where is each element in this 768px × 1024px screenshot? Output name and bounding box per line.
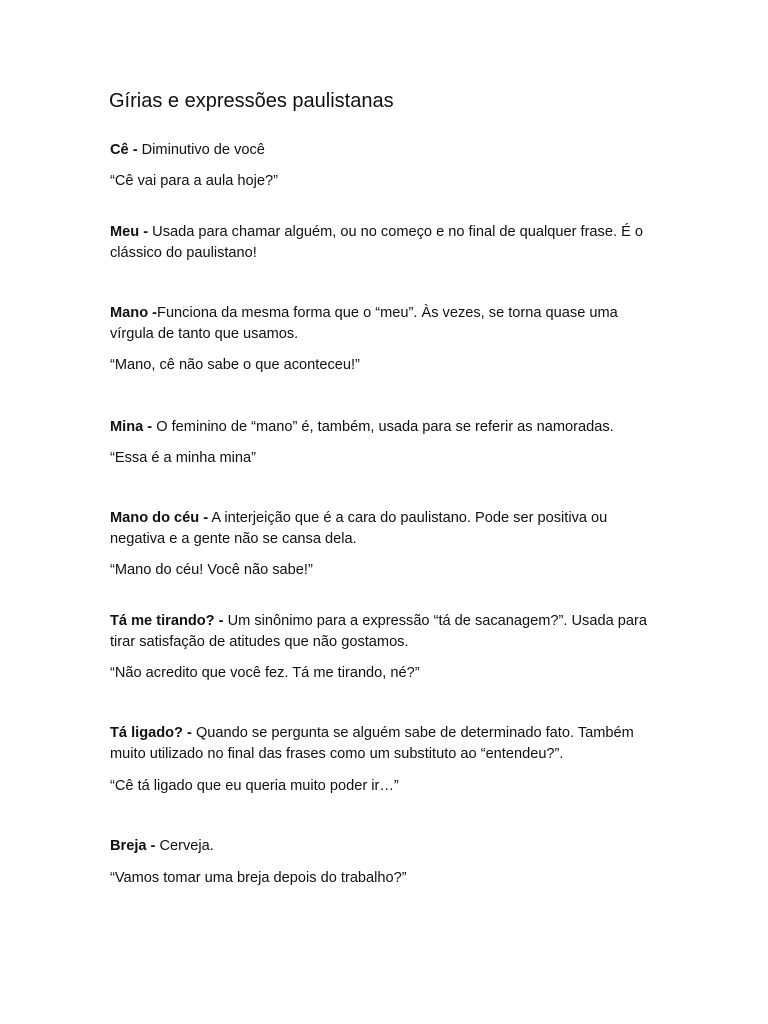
entry-definition: Um sinônimo para a expressão “tá de sacanagem?”. Usada para tirar satisfação de atitudes que não gostamos. xyxy=(110,613,647,650)
entry-definition: Quando se pergunta se alguém sabe de determinado fato. Também muito utilizado no final das frases como um substituto ao “entendeu?”. xyxy=(110,725,634,762)
entry-mano-do-ceu xyxy=(110,508,658,550)
entry-example: “Mano, cê não sabe o que aconteceu!” xyxy=(110,357,360,373)
entry-term: Mano do céu - xyxy=(110,510,209,526)
entry-term: Tá me tirando? - xyxy=(110,613,224,629)
entry-definition: A interjeição que é a cara do paulistano. Pode ser positiva ou negativa e a gente não se cansa dela. xyxy=(110,510,608,547)
entry-definition: Cerveja. xyxy=(155,838,214,854)
entry-example: “Mano do céu! Você não sabe!” xyxy=(110,562,313,578)
entry-term: Tá ligado? - xyxy=(110,725,192,741)
entry-example: “Cê tá ligado que eu queria muito poder ir…” xyxy=(110,778,399,794)
entry-definition: Usada para chamar alguém, ou no começo e no final de qualquer frase. É o clássico do paulistano! xyxy=(110,224,643,261)
entry-ta-me-tirando xyxy=(110,611,658,653)
entry-term: Mina - xyxy=(110,419,153,435)
entry-definition: Funciona da mesma forma que o “meu”. Às vezes, se torna quase uma vírgula de tanto que usamos. xyxy=(110,305,618,342)
entry-term: Cê - xyxy=(110,142,138,158)
entry-example: “Cê vai para a aula hoje?” xyxy=(110,173,278,189)
document-title: Gírias e expressões paulistanas xyxy=(109,90,394,112)
entry-definition: O feminino de “mano” é, também, usada para se referir as namoradas. xyxy=(152,419,614,435)
entry-term: Meu - xyxy=(110,224,149,240)
entry-mano xyxy=(110,303,658,345)
entry-ta-ligado xyxy=(110,723,658,765)
entry-meu xyxy=(110,222,658,264)
entry-breja xyxy=(110,836,658,857)
entry-definition: Diminutivo de você xyxy=(137,142,265,158)
entry-term: Breja - xyxy=(110,838,156,854)
entry-example: “Essa é a minha mina” xyxy=(110,450,256,466)
entry-mina xyxy=(110,417,658,438)
entry-example: “Vamos tomar uma breja depois do trabalho?” xyxy=(110,870,407,886)
entry-example: “Não acredito que você fez. Tá me tirando, né?” xyxy=(110,665,420,681)
entry-term: Mano - xyxy=(110,305,158,321)
entry-ce xyxy=(110,140,658,161)
